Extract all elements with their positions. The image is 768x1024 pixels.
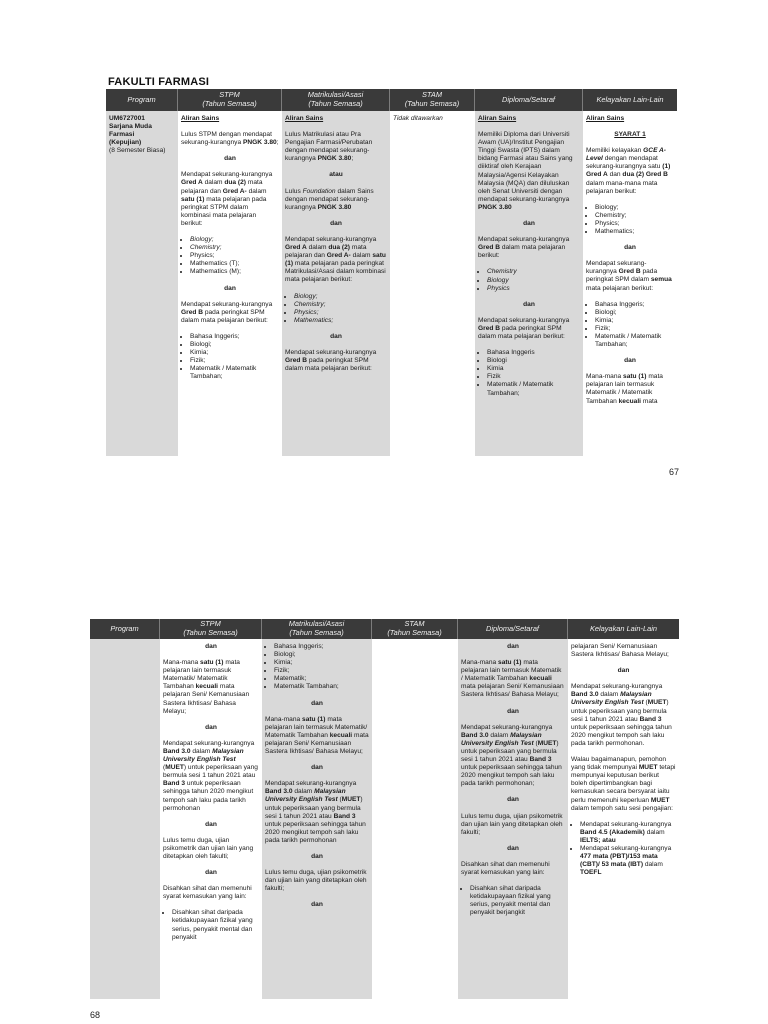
requirement-text: Mendapat sekurang-kurangnya Gred B pada peringkat SPM dalam mata pelajaran berikut: [285, 348, 377, 373]
requirement-text: Disahkan sihat dan memenuhi syarat kemasukan yang lain: [461, 860, 550, 876]
health-list [163, 909, 259, 941]
faculty-title: FAKULTI FARMASI [108, 76, 210, 88]
connector-dan: dan [205, 723, 217, 731]
header-sublabel: (Tahun Semasa) [387, 628, 442, 637]
connector-dan: dan [205, 869, 217, 877]
header-program [90, 619, 160, 639]
requirement-text: Mendapat sekurang-kurangnya Gred B pada peringkat SPM dalam mata pelajaran berikut: [478, 316, 570, 340]
connector-dan: dan [224, 155, 236, 163]
connector-dan: dan [330, 332, 342, 340]
list-item: • Fizik [487, 373, 580, 381]
connector-dan: dan [617, 667, 630, 675]
list-item: • Bahasa Inggeris; [190, 333, 279, 341]
not-offered-text: Tidak ditawarkan [393, 115, 443, 122]
list-item: • Physics [487, 285, 580, 293]
header-matrik [262, 619, 372, 639]
header-label: Kelayakan Lain-Lain [596, 94, 664, 104]
header-stam [372, 619, 458, 639]
list-item: • Mathematics (T); [190, 260, 279, 268]
list-item: • Physics; [595, 220, 674, 228]
diploma-cell [475, 111, 583, 456]
connector-dan: dan [523, 300, 535, 308]
list-item: • Matematik / Matematik Tambahan; [595, 333, 674, 349]
connector-dan: dan [507, 643, 519, 650]
header-sublabel: (Tahun Semasa) [202, 99, 257, 108]
connector-dan: dan [624, 357, 636, 365]
requirement-text: Lulus STPM dengan mendapat sekurang-kurangnya PNGK 3.80; [181, 131, 279, 147]
header-sublabel: (Tahun Semasa) [404, 99, 460, 108]
connector-atau: atau [329, 171, 343, 179]
list-item: • Physics; [190, 252, 279, 260]
list-item: • Matematik; [274, 675, 369, 683]
requirement-text: Mendapat sekurang-kurangnya Gred B pada peringkat SPM dalam semua mata pelajaran berikut: [586, 260, 672, 292]
list-item: • Matematik / Matematik Tambahan; [487, 381, 580, 397]
requirement-text: Walau bagaimanapun, pemohon yang tidak mempunyai MUET tetapi mempunyai keputusan berikut boleh dipertimbangkan bagi kemasukan secara bersyarat iaitu perlu memenuhi keperluan MUET dalam tempoh satu sesi pengajian: [571, 756, 676, 812]
subject-list [586, 204, 674, 236]
subject-list [181, 333, 279, 382]
requirement-text: Mana-mana satu (1) mata pelajaran lain termasuk Matematik/ Matematik Tambahan kecuali mata pelajaran Seni/ Kemanusiaan Sastera Ikhtisas/ Bahasa Melayu; [163, 659, 250, 715]
list-item: • Bahasa Inggeris [487, 349, 580, 357]
header-matrik [282, 89, 390, 111]
program-name-line: Farmasi [109, 131, 135, 139]
header-label: Kelayakan Lain-Lain [590, 623, 657, 633]
requirement-text: Mendapat sekurang-kurangnya Gred A dalam dua (2) mata pelajaran dan Gred A- dalam satu (1) mata pelajaran pada peringkat STPM dalam kombinasi mata pelajaran berikut: [181, 171, 273, 227]
list-item: • Kimia; [190, 349, 279, 357]
list-item: • Fizik; [595, 325, 674, 333]
list-item: • Biology [487, 277, 580, 285]
list-item: • Kimia [487, 365, 580, 373]
header-stpm [160, 619, 262, 639]
stam-cell [390, 111, 475, 456]
requirement-text: Lulus temu duga, ujian psikometrik dan ujian lain yang ditetapkan oleh fakulti; [163, 836, 254, 860]
stream-heading: Aliran Sains [478, 115, 517, 122]
connector-dan: dan [311, 901, 323, 909]
connector-dan: dan [507, 844, 519, 852]
stam-cell [372, 639, 458, 999]
list-item: • Matematik / Matematik Tambahan; [190, 365, 279, 381]
list-item: • Chemistry; [190, 244, 279, 252]
header-sublabel: (Tahun Semasa) [183, 628, 238, 637]
header-label: Diploma/Setaraf [486, 623, 539, 633]
list-item: • Biology; [595, 204, 674, 212]
syarat-heading: SYARAT 1 [614, 131, 646, 139]
requirement-text: Mendapat sekurang-kurangnya Band 3.0 dalam Malaysian University English Test (MUET) untuk peperiksaan yang bermula sesi 1 tahun 2021 atau Band 3 untuk peperiksaan sehingga tahun 2020 mengikut tempoh sah laku pada tarikh permohonan [163, 739, 258, 812]
header-program [106, 89, 178, 111]
list-item: • Mathematics; [595, 228, 674, 236]
requirement-text: Mendapat sekurang-kurangnya Gred A dalam dua (2) mata pelajaran dan Gred A- dalam satu (1) mata pelajaran pada peringkat Matrikulasi/Asasi dalam kombinasi mata pelajaran berikut: [285, 235, 386, 284]
header-diploma [458, 619, 568, 639]
requirement-text: pelajaran Seni/ Kemanusiaan Sastera Ikhtisas/ Bahasa Melayu; [571, 643, 669, 659]
requirement-text: Mendapat sekurang-kurangnya Band 3.0 dalam Malaysian University English Test (MUET) untuk peperiksaan yang bermula sesi 1 tahun 2021 atau Band 3 untuk peperiksaan sehingga tahun 2020 mengikut tempoh sah laku pada tarikh permohonan. [571, 683, 672, 747]
connector-dan: dan [523, 220, 535, 228]
list-item: • Mathematics (M); [190, 268, 279, 276]
list-item: • Bahasa Inggeris; [595, 301, 674, 309]
table-header-page2 [90, 619, 679, 639]
header-lain [583, 89, 677, 111]
program-duration: (8 Semester Biasa) [109, 147, 166, 155]
alt-english-list [571, 821, 676, 878]
requirement-text: Mana-mana satu (1) mata pelajaran lain termasuk Matematik/ Matematik Tambahan kecuali mata pelajaran Seni/ Kemanusiaan Sastera Ikhtisas/ Bahasa Melayu; [265, 715, 369, 756]
header-stam [390, 89, 475, 111]
lain-cell [568, 639, 679, 999]
program-code: UM6727001 [109, 115, 145, 122]
connector-dan: dan [311, 699, 323, 707]
requirement-text: Lulus temu duga, ujian psikometrik dan ujian lain yang ditetapkan oleh fakulti; [461, 812, 563, 836]
program-name-line: (Kepujian) [109, 139, 142, 147]
header-label: Matrikulasi/Asasi [288, 619, 345, 629]
diploma-cell [458, 639, 568, 999]
page-number-68: 68 [90, 1010, 101, 1020]
table-body-page1 [106, 111, 677, 456]
matrik-cell [262, 639, 372, 999]
stream-heading: Aliran Sains [181, 115, 220, 122]
subject-list [265, 643, 369, 692]
requirement-text: Mana-mana satu (1) mata pelajaran lain termasuk Matematik / Matematik Tambahan kecuali mata pelajaran Seni/ Kemanusiaan Sastera Ikhtisas/ Bahasa Melayu; [461, 659, 564, 699]
header-lain [568, 619, 679, 639]
list-item: • Fizik; [274, 667, 369, 675]
list-item: • Fizik; [190, 357, 279, 365]
list-item: • Kimia; [274, 659, 369, 667]
list-item: • Chemistry [487, 268, 580, 276]
list-item: • Disahkan sihat daripada ketidakupayaan fizikal yang serius, penyakit mental dan penyakit [172, 909, 259, 941]
table-header-page1 [106, 89, 677, 111]
requirement-text: Disahkan sihat dan memenuhi syarat kemasukan yang lain: [163, 885, 252, 901]
program-name-line: Sarjana Muda [109, 123, 152, 131]
requirement-text: Lulus Matrikulasi atau Pra Pengajian Farmasi/Perubatan dengan mendapat sekurang-kurangnya PNGK 3.80; [285, 131, 373, 163]
subject-list [181, 236, 279, 276]
header-sublabel: (Tahun Semasa) [289, 628, 344, 637]
requirement-text: Memiliki kelayakan GCE A-Level dengan mendapat sekurang-kurangnya satu (1) Gred A dan dua (2) Gred B dalam mana-mana mata pelajaran berikut: [586, 147, 671, 195]
program-cell [106, 111, 178, 456]
stream-heading: Aliran Sains [586, 115, 625, 122]
header-label: STAM [422, 90, 442, 100]
subject-list [478, 349, 580, 398]
list-item: • Bahasa Inggeris; [274, 643, 369, 651]
connector-dan: dan [507, 796, 519, 804]
list-item: • Biologi; [190, 341, 279, 349]
list-item: • Physics; [294, 309, 387, 317]
requirement-text: Mendapat sekurang-kurangnya Band 3.0 dalam Malaysian University English Test (MUET) untuk peperiksaan yang bermula sesi 1 tahun 2021 atau Band 3 untuk peperiksaan sehingga tahun 2020 mengikut tempoh sah laku pada tarikh permohonan [265, 780, 366, 844]
list-item: • Mathematics; [294, 317, 387, 325]
connector-dan: dan [224, 284, 236, 292]
header-label: Program [110, 623, 139, 633]
requirement-text: Mendapat sekurang-kurangnya Gred B dalam mata pelajaran berikut: [478, 236, 570, 260]
requirement-text: Lulus Foundation dalam Sains dengan mendapat sekurang-kurangnya PNGK 3.80 [285, 187, 374, 211]
stream-heading: Aliran Sains [285, 115, 324, 122]
header-label: Diploma/Setaraf [502, 94, 555, 104]
header-label: Program [127, 94, 156, 104]
list-item: • Biologi; [274, 651, 369, 659]
list-item: • Biology; [190, 236, 279, 244]
connector-dan: dan [205, 820, 217, 828]
requirement-text: Mendapat sekurang-kurangnya Gred B pada peringkat SPM dalam mata pelajaran berikut: [181, 300, 273, 324]
connector-dan: dan [311, 852, 323, 860]
list-item: • Mendapat sekurang-kurangnya Band 4.5 (Akademik) dalam IELTS; atau [580, 821, 676, 845]
header-sublabel: (Tahun Semasa) [308, 99, 363, 108]
stpm-cell [160, 639, 262, 999]
subject-list [285, 293, 387, 325]
connector-dan: dan [330, 219, 342, 227]
header-stpm [178, 89, 282, 111]
subject-list [586, 301, 674, 350]
stpm-cell [178, 111, 282, 456]
connector-dan: dan [507, 707, 519, 715]
header-label: STPM [200, 619, 221, 629]
requirement-text: Memiliki Diploma dari Universiti Awam (UA)/Institut Pengajian Tinggi Swasta (IPTS) dalam bidang Farmasi atau Sains yang diiktiraf oleh Kerajaan Malaysia/Agensi Kelayakan Malaysia (MQA) dan diluluskan oleh Senat Universiti dengan mendapat sekurang-kurangnya PNGK 3.80 [478, 131, 573, 211]
list-item: • Biologi [487, 357, 580, 365]
page-number-67: 67 [669, 467, 680, 477]
table-body-page2 [90, 639, 679, 999]
requirement-text: Mendapat sekurang-kurangnya Band 3.0 dalam Malaysian University English Test (MUET) untuk peperiksaan yang bermula sesi 1 tahun 2021 atau Band 3 untuk peperiksaan sehingga tahun 2020 mengikut tempoh sah laku pada tarikh permohonan; [461, 723, 562, 788]
list-item: • Matematik Tambahan; [274, 683, 369, 691]
header-label: STAM [404, 619, 425, 629]
list-item: • Chemistry; [595, 212, 674, 220]
header-label: Matrikulasi/Asasi [307, 90, 364, 100]
list-item: • Chemistry; [294, 301, 387, 309]
list-item: • Mendapat sekurang-kurangnya 477 mata (PBT)/153 mata (CBT)/ 53 mata (IBT) dalam TOEFL [580, 845, 676, 877]
list-item: • Kimia; [595, 317, 674, 325]
lain-cell [583, 111, 677, 456]
connector-dan: dan [311, 764, 323, 772]
list-item: • Disahkan sihat daripada ketidakupayaan fizikal yang serius, penyakit mental dan penyakit berjangkit [470, 885, 565, 917]
program-cell [90, 639, 160, 999]
requirement-text: Mana-mana satu (1) mata pelajaran lain termasuk Matematik / Matematik Tambahan kecuali mata [586, 373, 663, 405]
header-diploma [475, 89, 583, 111]
list-item: • Biology; [294, 293, 387, 301]
connector-dan: dan [624, 244, 636, 252]
health-list [461, 885, 565, 917]
header-label: STPM [219, 90, 240, 100]
matrik-cell [282, 111, 390, 456]
connector-dan: dan [205, 643, 217, 650]
subject-list [478, 268, 580, 292]
list-item: • Biologi; [595, 309, 674, 317]
requirement-text: Lulus temu duga, ujian psikometrik dan ujian lain yang ditetapkan oleh fakulti; [265, 869, 367, 893]
